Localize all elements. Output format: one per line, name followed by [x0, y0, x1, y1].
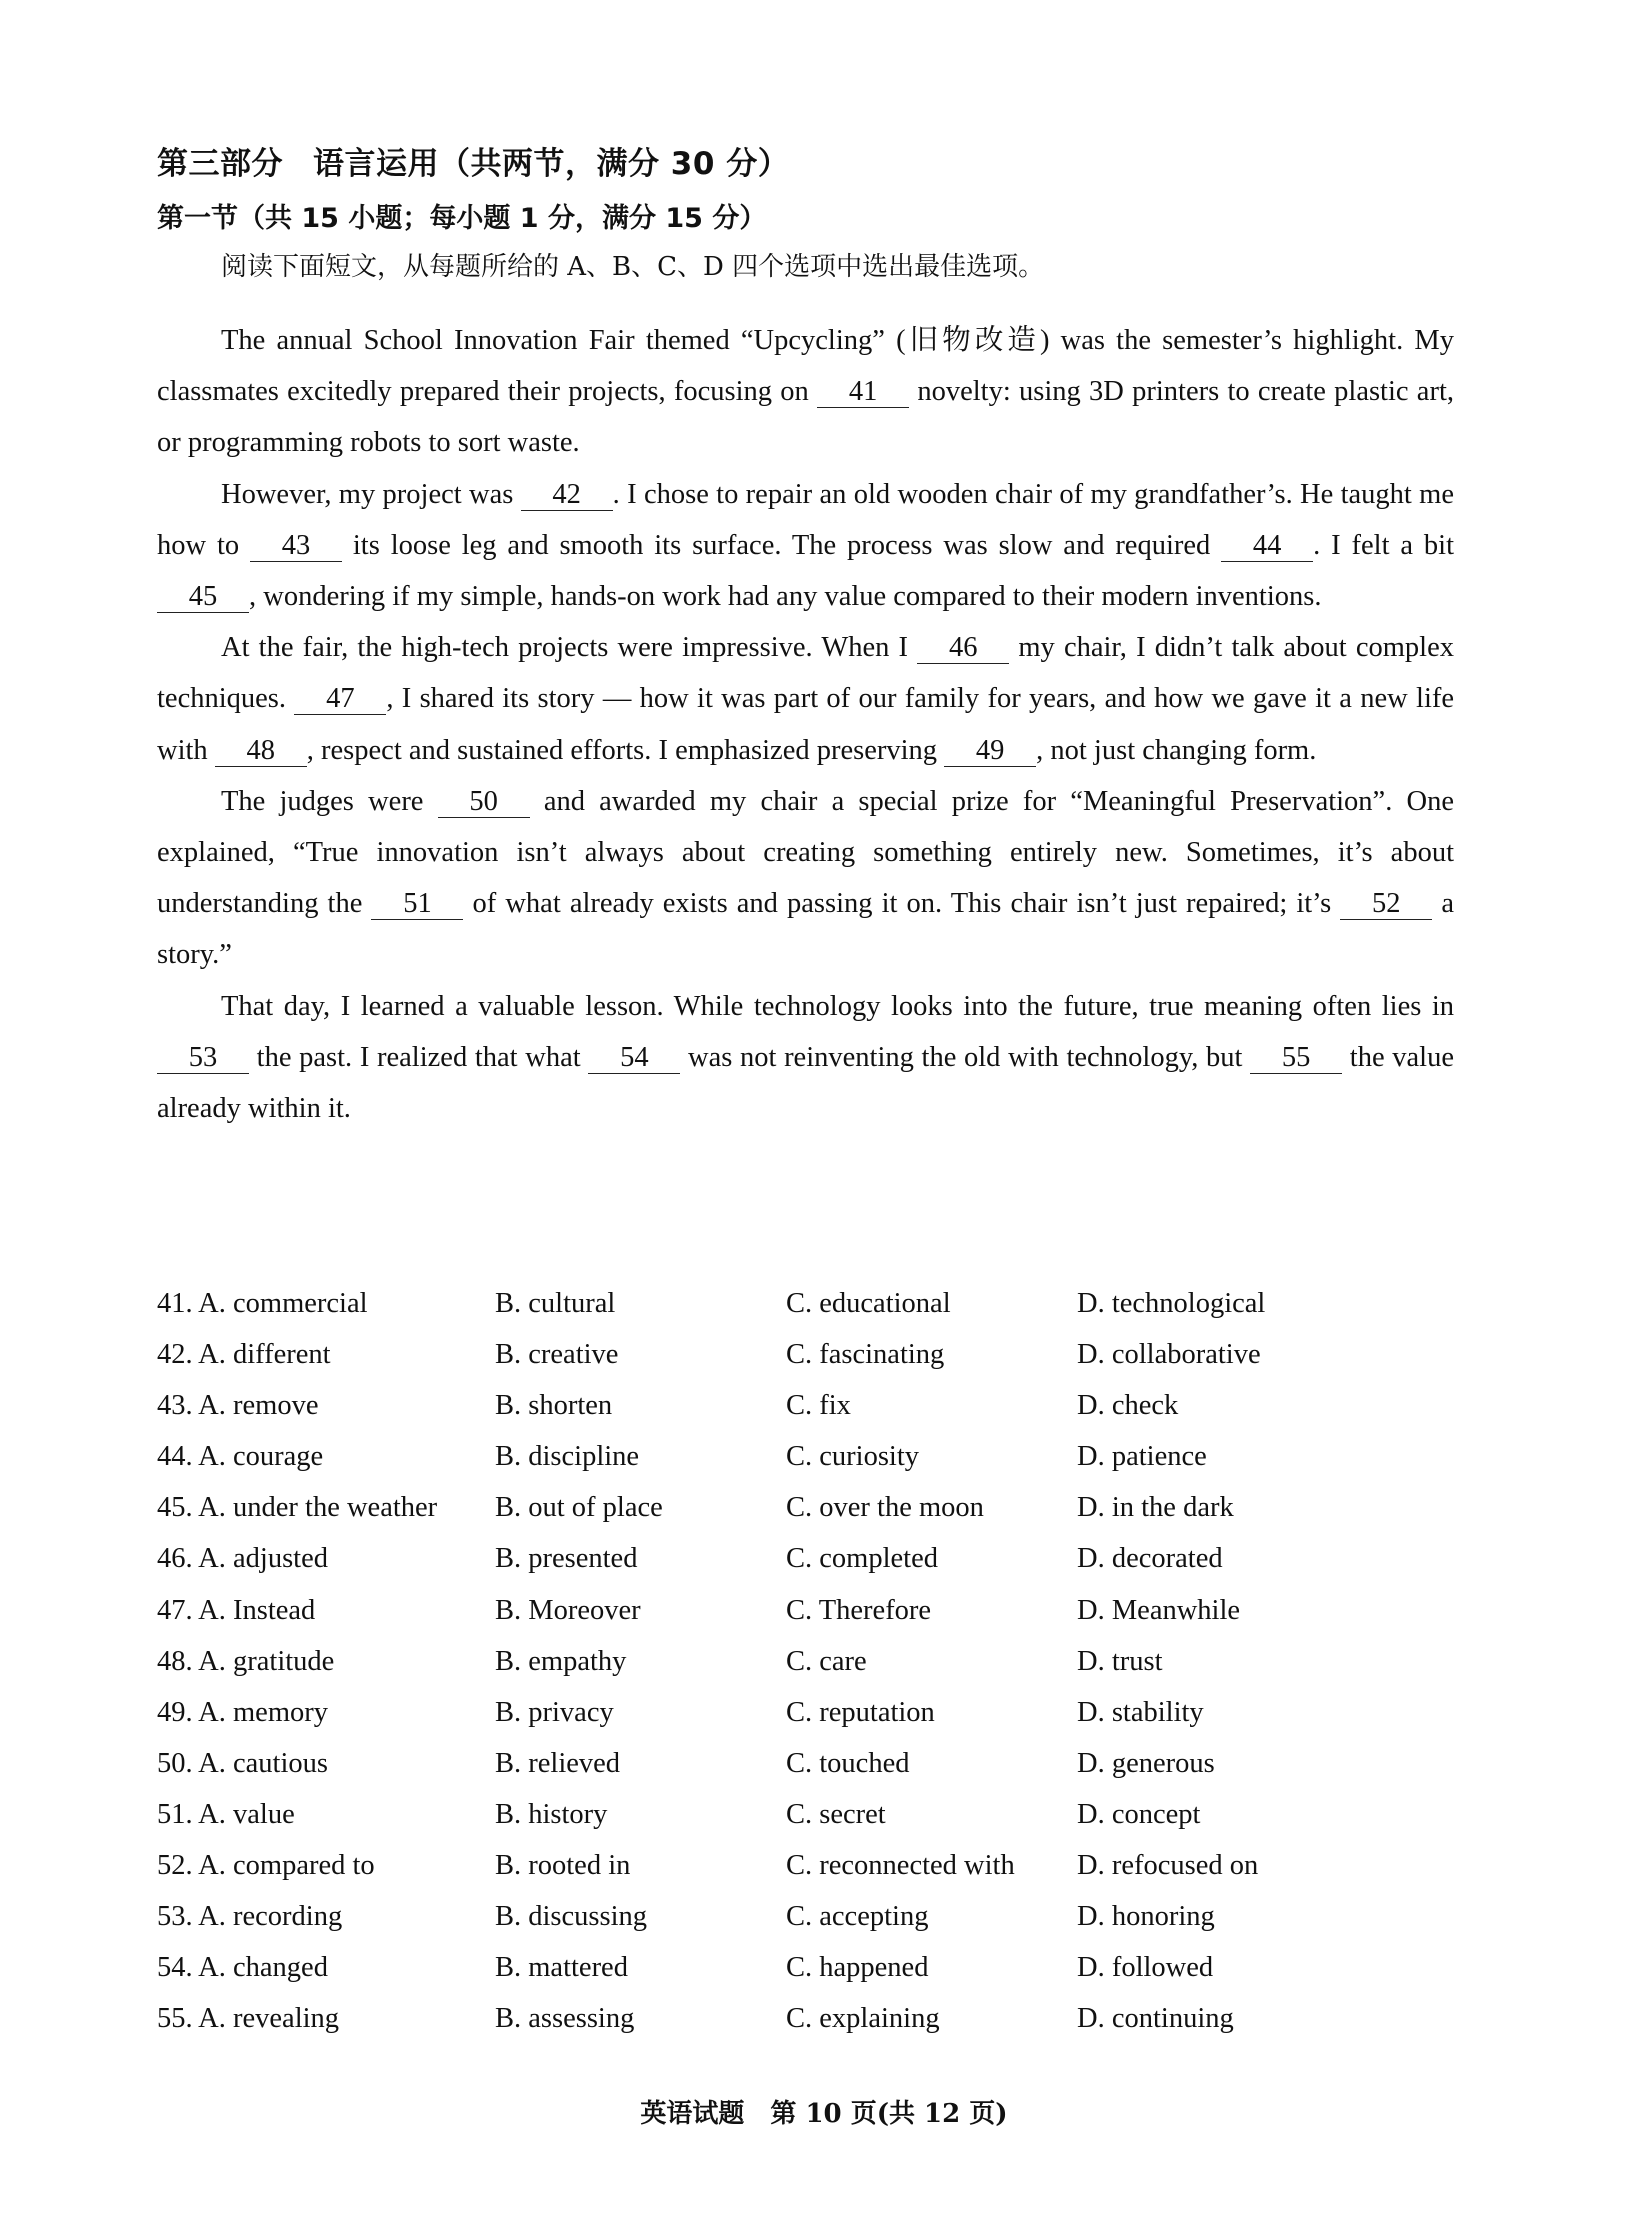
- passage-paragraph: [157, 981, 1454, 1135]
- option-46-d: D. decorated: [1077, 1543, 1223, 1575]
- question-53-options: [157, 1901, 1357, 1952]
- option-43-b: B. shorten: [495, 1390, 613, 1422]
- option-48-d: D. trust: [1077, 1645, 1163, 1677]
- blank-52: 52: [1340, 889, 1432, 920]
- option-43-d: D. check: [1077, 1390, 1179, 1422]
- option-53-c: C. accepting: [786, 1901, 929, 1933]
- question-45-options: [157, 1492, 1357, 1543]
- question-52-options: [157, 1850, 1357, 1901]
- option-48-b: B. empathy: [495, 1645, 627, 1677]
- option-43-c: C. fix: [786, 1390, 851, 1422]
- passage-text: At the fair, the high-tech projects were impressive. When I: [221, 632, 918, 664]
- blank-44: 44: [1221, 531, 1313, 562]
- option-44-b: B. discipline: [495, 1441, 640, 1473]
- passage-text: of what already exists and passing it on. This chair isn’t just repaired; it’s: [463, 888, 1341, 920]
- blank-43: 43: [250, 531, 342, 562]
- passage-text: , I shared its story — how it was part of our family for years, and how we gave it a new life with: [157, 683, 1454, 766]
- option-49-a: 49. A. memory: [157, 1696, 328, 1728]
- question-41-options: [157, 1288, 1357, 1339]
- option-44-a: 44. A. courage: [157, 1441, 324, 1473]
- option-52-b: B. rooted in: [495, 1850, 631, 1882]
- part-subtitle: 语言运用（共两节，满分 30 分）: [313, 146, 790, 182]
- passage-text: . I felt a bit: [1313, 529, 1454, 561]
- question-44-options: [157, 1441, 1357, 1492]
- option-42-d: D. collaborative: [1077, 1339, 1261, 1371]
- blank-47: 47: [294, 684, 386, 715]
- option-50-b: B. relieved: [495, 1747, 621, 1779]
- option-55-b: B. assessing: [495, 2003, 635, 2035]
- option-52-a: 52. A. compared to: [157, 1850, 375, 1882]
- option-54-b: B. mattered: [495, 1952, 628, 1984]
- passage-text: The annual School Innovation Fair themed “Upcycling” (旧物改造) was the semester’s highlight. My classmates excitedly prepared their projects, focusing on: [157, 325, 1454, 408]
- option-45-a: 45. A. under the weather: [157, 1492, 438, 1524]
- option-46-c: C. completed: [786, 1543, 938, 1575]
- option-54-d: D. followed: [1077, 1952, 1214, 1984]
- question-43-options: [157, 1390, 1357, 1441]
- question-46-options: [157, 1543, 1357, 1594]
- passage-text: The judges were: [221, 785, 438, 817]
- question-55-options: [157, 2003, 1357, 2054]
- blank-53: 53: [157, 1043, 249, 1074]
- option-50-c: C. touched: [786, 1747, 910, 1779]
- passage-text: novelty: using 3D printers to create plastic art, or programming robots to sort waste.: [157, 376, 1454, 459]
- passage-text: my chair, I didn’t talk about complex techniques.: [157, 632, 1454, 715]
- option-52-c: C. reconnected with: [786, 1850, 1015, 1882]
- option-47-c: C. Therefore: [786, 1594, 932, 1626]
- option-47-a: 47. A. Instead: [157, 1594, 316, 1626]
- option-54-a: 54. A. changed: [157, 1952, 328, 1984]
- option-49-d: D. stability: [1077, 1696, 1204, 1728]
- blank-54: 54: [588, 1043, 680, 1074]
- option-45-d: D. in the dark: [1077, 1492, 1234, 1524]
- section-heading: 第一节（共 15 小题；每小题 1 分，满分 15 分）: [157, 203, 767, 234]
- blank-51: 51: [371, 889, 463, 920]
- option-48-c: C. care: [786, 1645, 867, 1677]
- blank-55: 55: [1250, 1043, 1342, 1074]
- blank-46: 46: [917, 633, 1009, 664]
- option-41-d: D. technological: [1077, 1288, 1266, 1319]
- page-footer: [0, 2093, 1648, 2130]
- question-47-options: [157, 1595, 1357, 1646]
- option-53-a: 53. A. recording: [157, 1901, 343, 1933]
- option-53-b: B. discussing: [495, 1901, 648, 1933]
- passage-paragraph: [157, 776, 1454, 981]
- option-45-c: C. over the moon: [786, 1492, 984, 1524]
- option-46-b: B. presented: [495, 1543, 638, 1575]
- passage-text: , not just changing form.: [1036, 734, 1317, 766]
- question-50-options: [157, 1748, 1357, 1799]
- option-47-d: D. Meanwhile: [1077, 1594, 1241, 1626]
- passage-text: was not reinventing the old with technology, but: [680, 1041, 1251, 1073]
- option-48-a: 48. A. gratitude: [157, 1645, 335, 1677]
- question-51-options: [157, 1799, 1357, 1850]
- option-50-a: 50. A. cautious: [157, 1747, 328, 1779]
- passage-text: a story.”: [157, 888, 1454, 971]
- option-51-a: 51. A. value: [157, 1798, 295, 1830]
- option-42-a: 42. A. different: [157, 1339, 331, 1371]
- question-49-options: [157, 1697, 1357, 1748]
- cloze-passage: [157, 315, 1454, 1134]
- blank-45: 45: [157, 582, 249, 613]
- passage-text: However, my project was: [221, 478, 521, 510]
- option-49-b: B. privacy: [495, 1696, 614, 1728]
- option-41-b: B. cultural: [495, 1288, 616, 1319]
- answer-options: [157, 1288, 1357, 2054]
- option-51-b: B. history: [495, 1798, 608, 1830]
- option-54-c: C. happened: [786, 1952, 929, 1984]
- option-41-c: C. educational: [786, 1288, 951, 1319]
- option-51-c: C. secret: [786, 1798, 886, 1830]
- passage-text: . I chose to repair an old wooden chair of my grandfather’s. He taught me how to: [157, 478, 1454, 561]
- option-47-b: B. Moreover: [495, 1594, 641, 1626]
- option-42-c: C. fascinating: [786, 1339, 945, 1371]
- option-53-d: D. honoring: [1077, 1901, 1215, 1933]
- option-44-c: C. curiosity: [786, 1441, 919, 1473]
- question-42-options: [157, 1339, 1357, 1390]
- option-50-d: D. generous: [1077, 1747, 1215, 1779]
- passage-paragraph: [157, 315, 1454, 469]
- part-title: 第三部分: [157, 146, 283, 182]
- passage-text: the past. I realized that what: [249, 1041, 589, 1073]
- passage-text: and awarded my chair a special prize for “Meaningful Preservation”. One explained, “True innovation isn’t always about creating something entirely new. Sometimes, it’s about understanding the: [157, 785, 1454, 920]
- option-44-d: D. patience: [1077, 1441, 1207, 1473]
- passage-paragraph: [157, 622, 1454, 776]
- blank-41: 41: [817, 377, 909, 408]
- passage-text: its loose leg and smooth its surface. The process was slow and required: [342, 529, 1222, 561]
- option-55-d: D. continuing: [1077, 2003, 1234, 2035]
- blank-42: 42: [521, 480, 613, 511]
- part-heading: [157, 138, 789, 183]
- passage-paragraph: [157, 469, 1454, 623]
- option-42-b: B. creative: [495, 1339, 619, 1371]
- instructions: 阅读下面短文，从每题所给的 A、B、C、D 四个选项中选出最佳选项。: [221, 252, 1045, 282]
- passage-text: That day, I learned a valuable lesson. While technology looks into the future, true meaning often lies in: [221, 990, 1454, 1022]
- option-49-c: C. reputation: [786, 1696, 935, 1728]
- option-55-a: 55. A. revealing: [157, 2003, 340, 2035]
- option-52-d: D. refocused on: [1077, 1850, 1259, 1882]
- option-46-a: 46. A. adjusted: [157, 1543, 328, 1575]
- passage-text: the value already within it.: [157, 1041, 1454, 1125]
- footer-subject: 英语试题: [640, 2099, 745, 2129]
- blank-48: 48: [215, 736, 307, 767]
- option-43-a: 43. A. remove: [157, 1390, 319, 1422]
- question-54-options: [157, 1952, 1357, 2003]
- option-41-a: 41. A. commercial: [157, 1288, 368, 1319]
- blank-50: 50: [438, 787, 530, 818]
- option-51-d: D. concept: [1077, 1798, 1201, 1830]
- passage-text: , wondering if my simple, hands-on work had any value compared to their modern inventions.: [249, 581, 1322, 613]
- blank-49: 49: [944, 736, 1036, 767]
- passage-text: , respect and sustained efforts. I emphasized preserving: [306, 734, 945, 766]
- footer-page-number: 第 10 页(共 12 页): [770, 2099, 1008, 2129]
- option-55-c: C. explaining: [786, 2003, 940, 2035]
- question-48-options: [157, 1646, 1357, 1697]
- option-45-b: B. out of place: [495, 1492, 663, 1524]
